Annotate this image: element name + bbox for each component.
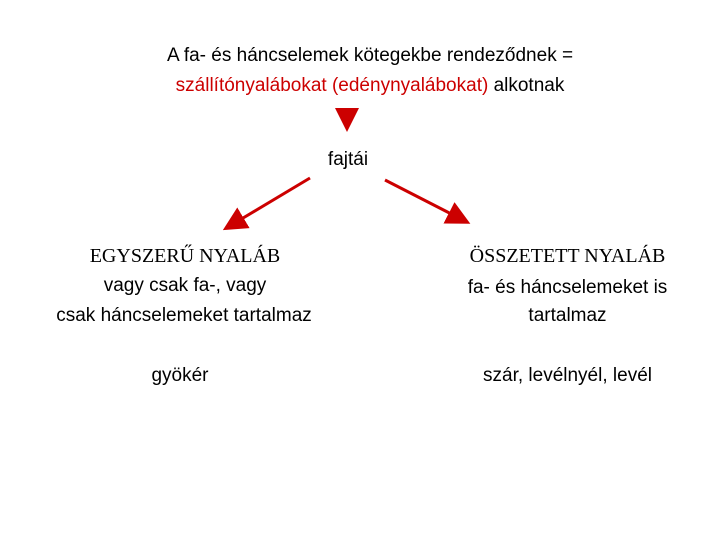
right-title: ÖSSZETETT NYALÁB <box>469 245 666 267</box>
left-desc-line-2: csak háncselemeket tartalmaz <box>56 305 312 326</box>
left-branch-arrow <box>228 178 310 227</box>
right-example: szár, levélnyél, levél <box>483 365 652 386</box>
left-desc-line-1: vagy csak fa-, vagy <box>103 275 267 296</box>
right-branch-arrow <box>385 180 465 221</box>
header-line-2-rest: alkotnak <box>488 75 565 96</box>
right-desc-line-2: tartalmaz <box>528 305 607 326</box>
right-desc-line-1: fa- és háncselemeket is <box>467 277 668 298</box>
highlight-term: szállítónyalábokat (edénynyalábokat) <box>175 75 489 96</box>
left-example: gyökér <box>151 365 209 386</box>
left-title: EGYSZERŰ NYALÁB <box>89 245 281 267</box>
branch-label: fajtái <box>327 149 369 170</box>
header-line-1: A fa- és háncselemek kötegekbe rendeződnek = <box>166 45 574 66</box>
